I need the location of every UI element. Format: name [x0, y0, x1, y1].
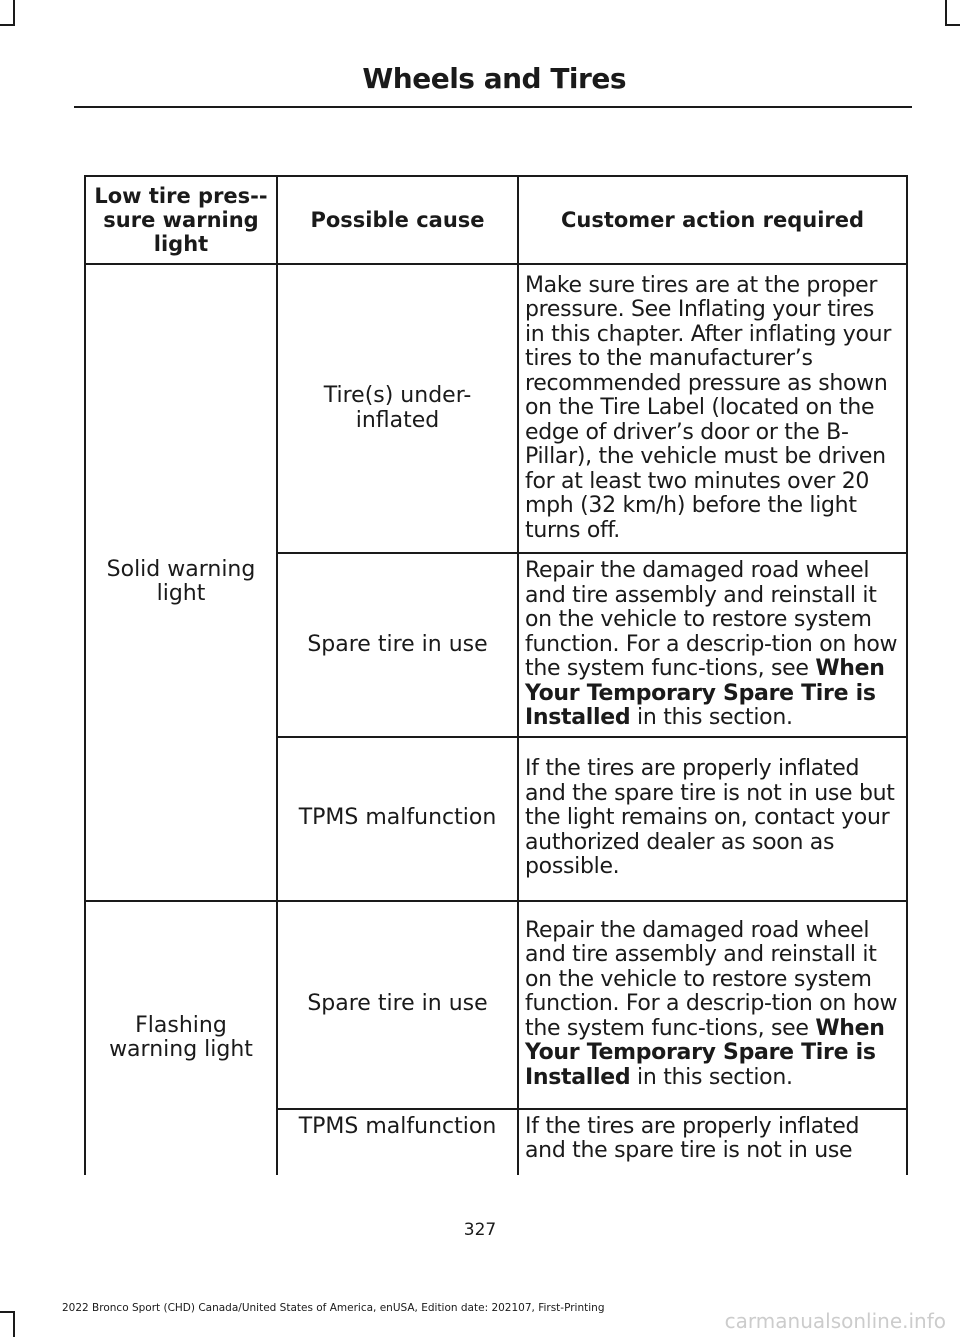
cause-cell: TPMS malfunction [277, 1109, 518, 1175]
cause-cell [277, 901, 518, 1109]
condition-cell: Solid warning light [85, 264, 277, 901]
column-header: Possible cause [277, 176, 518, 264]
table-row [85, 264, 907, 553]
tpms-table [84, 175, 908, 1175]
crop-mark [945, 24, 960, 26]
crop-mark [0, 1311, 15, 1313]
action-cell: If the tires are properly inflated and the spare tire is not in use [518, 1109, 907, 1175]
table-row [85, 901, 907, 1109]
cause-text: Spare tire in use [307, 991, 488, 1017]
header-rule [74, 106, 912, 108]
watermark: carmanualsonline.info [724, 1309, 946, 1333]
page-title: Wheels and Tires [362, 62, 626, 95]
crop-mark [0, 24, 15, 26]
crop-mark [13, 0, 15, 26]
cause-cell: Tire(s) under-inflated [277, 264, 518, 553]
crop-mark [945, 0, 947, 26]
edition-line: 2022 Bronco Sport (CHD) Canada/United States of America, enUSA, Edition date: 202107, First-Printing [62, 1302, 605, 1314]
action-text: in this section. [630, 705, 793, 730]
action-cell: If the tires are properly inflated and the spare tire is not in use but the light remains on, contact your authorized dealer as soon as possible. [518, 737, 907, 901]
crop-mark [13, 1311, 15, 1337]
column-header: Customer action required [518, 176, 907, 264]
action-cell [518, 901, 907, 1109]
page-number: 327 [463, 1220, 497, 1240]
action-text: Repair the damaged road wheel and tire assembly and reinstall it on the vehicle to restore system function. For a descrip-tion on how the system func-tions, see [525, 558, 898, 681]
cause-cell: TPMS malfunction [277, 737, 518, 901]
cause-cell: Spare tire in use [277, 553, 518, 737]
condition-cell: Flashing warning light [85, 901, 277, 1175]
action-text: Repair the damaged road wheel and tire assembly and reinstall it on the vehicle to restore system function. For a descrip-tion on how the system func-tions, see [525, 917, 898, 1041]
table-header-row [85, 176, 907, 264]
section-link-text: When Your Temporary Spare Tire is Installed [525, 1015, 885, 1090]
column-header: Low tire pres-sure warning light [85, 176, 277, 264]
action-cell: Make sure tires are at the proper pressure. See Inflating your tires in this chapter. After inflating your tires to the manufacturer’s recommended pressure as shown on the Tire Label (located on the edge of driver’s door or the B-Pillar), the vehicle must be driven for at least two minutes over 20 mph (32 km/h) before the light turns off. [518, 264, 907, 553]
action-cell [518, 553, 907, 737]
action-text: in this section. [630, 1064, 793, 1090]
section-link-text: When Your Temporary Spare Tire is Installed [525, 656, 885, 730]
